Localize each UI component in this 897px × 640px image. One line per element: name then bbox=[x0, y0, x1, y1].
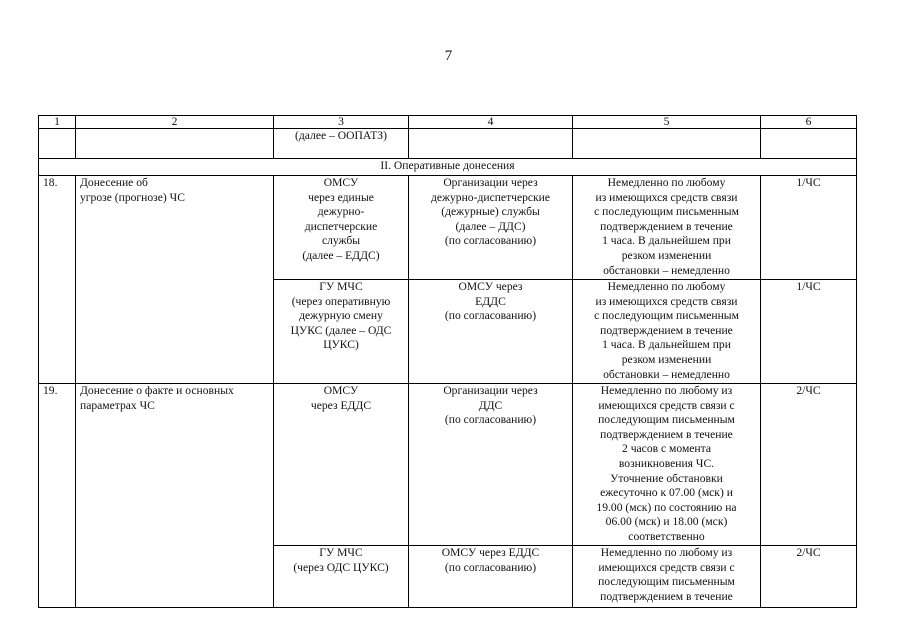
recipient-cell: Организации через дежурно-диспетчерские (дежурные) службы (далее – ДДС) (по согласованию) bbox=[409, 176, 573, 280]
column-number: 4 bbox=[409, 116, 573, 129]
continuation-row bbox=[39, 129, 857, 159]
recipient-cell: ОМСУ через ЕДДС (по согласованию) bbox=[409, 280, 573, 384]
report-name: Донесение об угрозе (прогнозе) ЧС bbox=[76, 176, 274, 384]
column-number: 3 bbox=[274, 116, 409, 129]
deadline-cell: Немедленно по любому из имеющихся средств связи с последующим письменным подтверждением в течение 1 часа. В дальнейшем при резком изменении обстановки – немедленно bbox=[573, 176, 761, 280]
form-code-cell: 2/ЧС bbox=[761, 384, 857, 546]
deadline-cell: Немедленно по любому из имеющихся средств связи с последующим письменным подтверждением в течение bbox=[573, 546, 761, 608]
table-cell bbox=[761, 129, 857, 159]
form-code-cell: 2/ЧС bbox=[761, 546, 857, 608]
form-code-cell: 1/ЧС bbox=[761, 280, 857, 384]
column-number: 1 bbox=[39, 116, 76, 129]
table-row bbox=[39, 384, 857, 546]
table-cell bbox=[39, 129, 76, 159]
reporting-table bbox=[38, 115, 857, 608]
section-title: II. Оперативные донесения bbox=[39, 159, 857, 176]
row-number: 18. bbox=[39, 176, 76, 384]
column-number: 2 bbox=[76, 116, 274, 129]
section-row bbox=[39, 159, 857, 176]
deadline-cell: Немедленно по любому из имеющихся средств связи с последующим письменным подтверждением в течение 1 часа. В дальнейшем при резком изменении обстановки – немедленно bbox=[573, 280, 761, 384]
form-code-cell: 1/ЧС bbox=[761, 176, 857, 280]
table-row bbox=[39, 176, 857, 280]
sender-cell: ОМСУ через единые дежурно- диспетчерские службы (далее – ЕДДС) bbox=[274, 176, 409, 280]
sender-cell: ГУ МЧС (через оперативную дежурную смену ЦУКС (далее – ОДС ЦУКС) bbox=[274, 280, 409, 384]
page-number: 7 bbox=[444, 48, 453, 64]
sender-cell: ОМСУ через ЕДДС bbox=[274, 384, 409, 546]
column-number-row bbox=[39, 116, 857, 129]
table-cell bbox=[573, 129, 761, 159]
column-number: 6 bbox=[761, 116, 857, 129]
recipient-cell: Организации через ДДС (по согласованию) bbox=[409, 384, 573, 546]
sender-cell: ГУ МЧС (через ОДС ЦУКС) bbox=[274, 546, 409, 608]
table-cell bbox=[76, 129, 274, 159]
table-cell: (далее – ООПАТЗ) bbox=[274, 129, 409, 159]
recipient-cell: ОМСУ через ЕДДС (по согласованию) bbox=[409, 546, 573, 608]
table-cell bbox=[409, 129, 573, 159]
row-number: 19. bbox=[39, 384, 76, 608]
report-name: Донесение о факте и основных параметрах ЧС bbox=[76, 384, 274, 608]
deadline-cell: Немедленно по любому из имеющихся средств связи с последующим письменным подтверждением в течение 2 часов с момента возникновения ЧС. Уточнение обстановки ежесуточно к 07.00 (мск) и 19.00 (мск) по состоянию на 06.00 (мск) и 18.00 (мск) соответственно bbox=[573, 384, 761, 546]
column-number: 5 bbox=[573, 116, 761, 129]
